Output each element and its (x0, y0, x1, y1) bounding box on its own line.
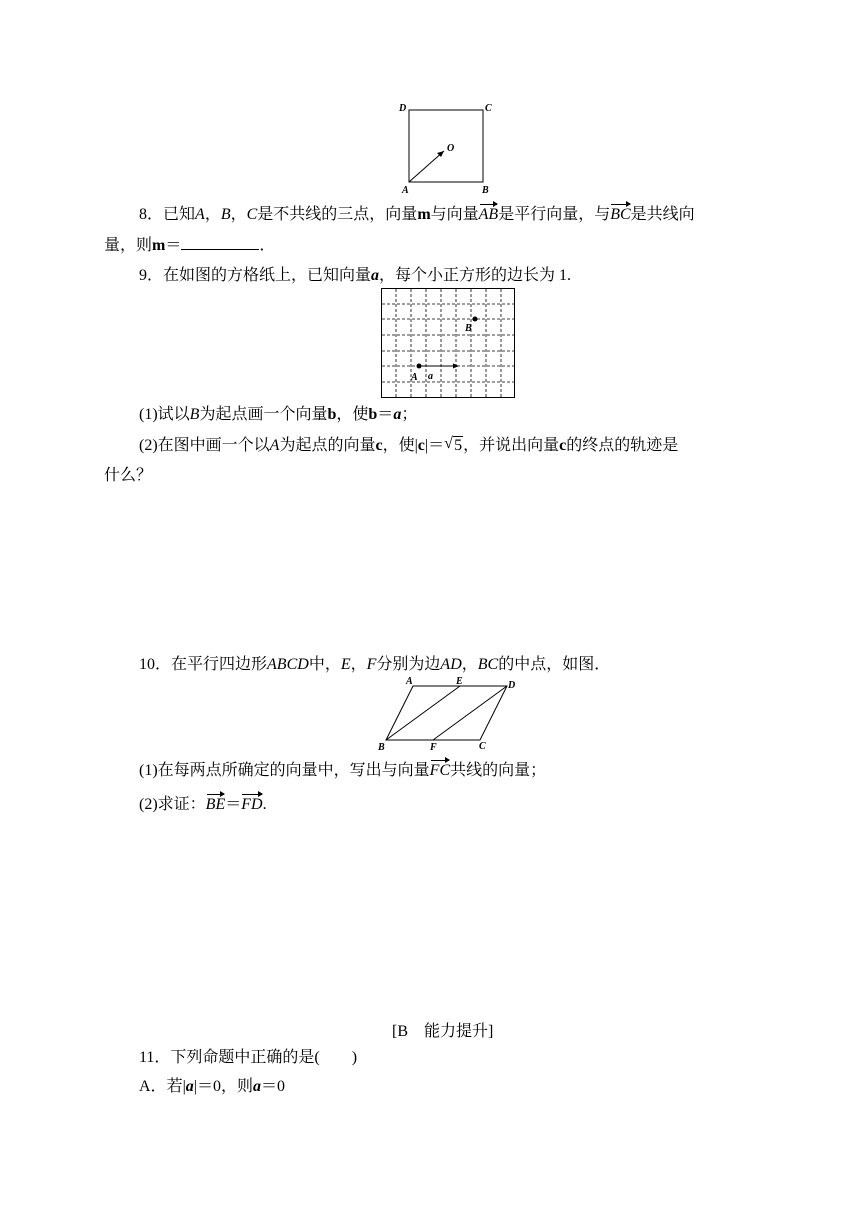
q10-line1: 10．在平行四边形ABCD中，E，F分别为边AD，BC的中点，如图． (139, 656, 611, 673)
q8-line2: 量，则m＝ ． (104, 237, 276, 254)
q8-line1: 8．已知A，B，C是不共线的三点，向量m与向量AB是平行向量，与BC是共线向 (139, 204, 695, 226)
point-B (473, 317, 478, 322)
vector-BE: BE (206, 794, 226, 816)
label-D: D (399, 103, 407, 114)
q9-part1: (1)试以B为起点画一个向量b，使b＝a； (139, 406, 418, 423)
label-B: B (378, 742, 385, 753)
label-A: A (411, 372, 418, 383)
vector-BC: BC (610, 204, 630, 226)
q10-part2: (2)求证：BE＝FD. (139, 794, 267, 816)
label-F: F (430, 742, 437, 753)
label-a: a (428, 371, 433, 382)
vector-AB: AB (479, 204, 499, 226)
label-E: E (456, 676, 463, 687)
square-figure (396, 98, 496, 198)
q9-part2-line2: 什么？ (104, 467, 153, 484)
label-D: D (508, 680, 516, 691)
section-heading: [B 能力提升] (392, 1023, 494, 1040)
q9-part2: (2)在图中画一个以A为起点的向量c，使|c|＝ √ 5，并说出向量c的终点的轨迹是 (139, 435, 678, 457)
vector-FC: FC (430, 760, 450, 782)
answer-blank[interactable] (181, 235, 259, 250)
vector-FD: FD (241, 794, 262, 816)
label-C: C (485, 103, 492, 114)
label-A: A (402, 185, 409, 196)
grid-figure (381, 288, 515, 398)
q11-line1: 11．下列命题中正确的是( ) (139, 1049, 358, 1066)
sqrt-5: √ 5 (444, 435, 463, 454)
label-B: B (482, 185, 489, 196)
q10-part1: (1)在每两点所确定的向量中，写出与向量FC共线的向量； (139, 760, 546, 782)
label-O: O (447, 143, 455, 154)
label-B: B (465, 323, 472, 334)
label-C: C (479, 741, 486, 752)
q11-option-A[interactable]: A．若|a|＝0，则a＝0 (139, 1078, 286, 1095)
q9-line1: 9．在如图的方格纸上，已知向量a，每个小正方形的边长为 1. (139, 267, 572, 284)
parallelogram-figure (373, 674, 523, 754)
label-A: A (406, 676, 413, 687)
